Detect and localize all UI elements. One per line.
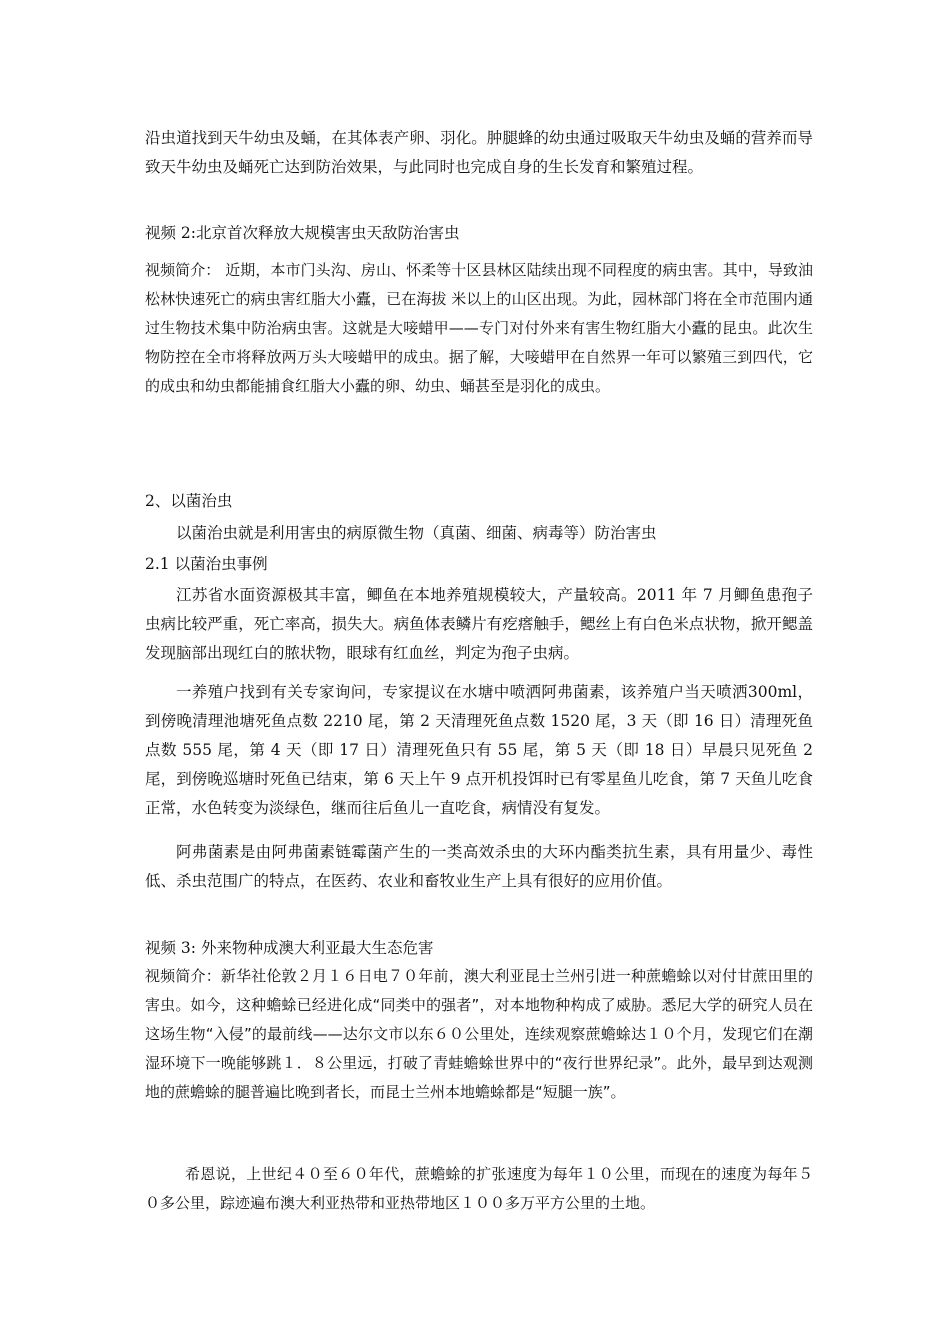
section21-title: 2.1 以菌治虫事例 [145,555,268,573]
section2-definition: 以菌治虫就是利用害虫的病原微生物（真菌、细菌、病毒等）防治害虫 [176,524,657,542]
case-paragraph-2: 一养殖户找到有关专家询问，专家提议在水塘中喷洒阿弗菌素，该养殖户当天喷洒300ml，到傍晚清理池塘死鱼点数 2210 尾，第 2 天清理死鱼点数 1520 尾，3 天（即 16 日）清理死鱼点数 555 尾，第 4 天（即 17 日）清理死鱼只有 55 尾，第 5 天（即 18 日）早晨只见死鱼 2 尾，到傍晚巡塘时死鱼已结束，第 6 天上午 9 点开机投饵时已有零星鱼儿吃食，第 7 天鱼儿吃食正常，水色转变为淡绿色，继而往后鱼儿一直吃食，病情没有复发。 [145,683,813,817]
case-paragraph-3: 阿弗菌素是由阿弗菌素链霉菌产生的一类高效杀虫的大环内酯类抗生素，具有用量少、毒性低、杀虫范围广的特点，在医药、农业和畜牧业生产上具有很好的应用价值。 [145,843,813,890]
video3-title: 视频 3: 外来物种成澳大利亚最大生态危害 [145,939,434,957]
video3-paragraph-2: 希恩说，上世纪４０至６０年代，蔗蟾蜍的扩张速度为每年１０公里，而现在的速度为每年５０多公里，踪迹遍布澳大利亚热带和亚热带地区１００多万平方公里的土地。 [145,1165,813,1212]
video2-intro: 视频简介： 近期，本市门头沟、房山、怀柔等十区县林区陆续出现不同程度的病虫害。其中，导致油松林快速死亡的病虫害红脂大小蠹，已在海拔 米以上的山区出现。为此，园林部门将在全市范围内通过生物技术集中防治病虫害。这就是大唼蜡甲——专门对付外来有害生物红脂大小蠹的昆虫。此次生物防控在全市将释放两万头大唼蜡甲的成虫。据了解，大唼蜡甲在自然界一年可以繁殖三到四代，它的成虫和幼虫都能捕食红脂大小蠹的卵、幼虫、蛹甚至是羽化的成虫。 [145,261,813,395]
case-paragraph-1: 江苏省水面资源极其丰富，鲫鱼在本地养殖规模较大，产量较高。2011 年 7 月鲫鱼患孢子虫病比较严重，死亡率高，损失大。病鱼体表鳞片有疙瘩触手，鳃丝上有白色米点状物，掀开鳃盖发现脑部出现红白的脓状物，眼球有红血丝，判定为孢子虫病。 [145,586,813,662]
video2-title: 视频 2:北京首次释放大规模害虫天敌防治害虫 [145,224,460,242]
intro-paragraph: 沿虫道找到天牛幼虫及蛹，在其体表产卵、羽化。肿腿蜂的幼虫通过吸取天牛幼虫及蛹的营养而导致天牛幼虫及蛹死亡达到防治效果，与此同时也完成自身的生长发育和繁殖过程。 [145,129,813,176]
video3-intro: 视频简介：新华社伦敦２月１６日电７０年前，澳大利亚昆士兰州引进一种蔗蟾蜍以对付甘蔗田里的害虫。如今，这种蟾蜍已经进化成“同类中的强者”，对本地物种构成了威胁。悉尼大学的研究人员在这场生物“入侵”的最前线——达尔文市以东６０公里处，连续观察蔗蟾蜍达１０个月，发现它们在潮湿环境下一晚能够跳１．８公里远，打破了青蛙蟾蜍世界中的“夜行世界纪录”。此外，最早到达观测地的蔗蟾蜍的腿普遍比晚到者长，而昆士兰州本地蟾蜍都是“短腿一族”。 [145,967,813,1101]
section2-title: 2、以菌治虫 [145,492,233,510]
